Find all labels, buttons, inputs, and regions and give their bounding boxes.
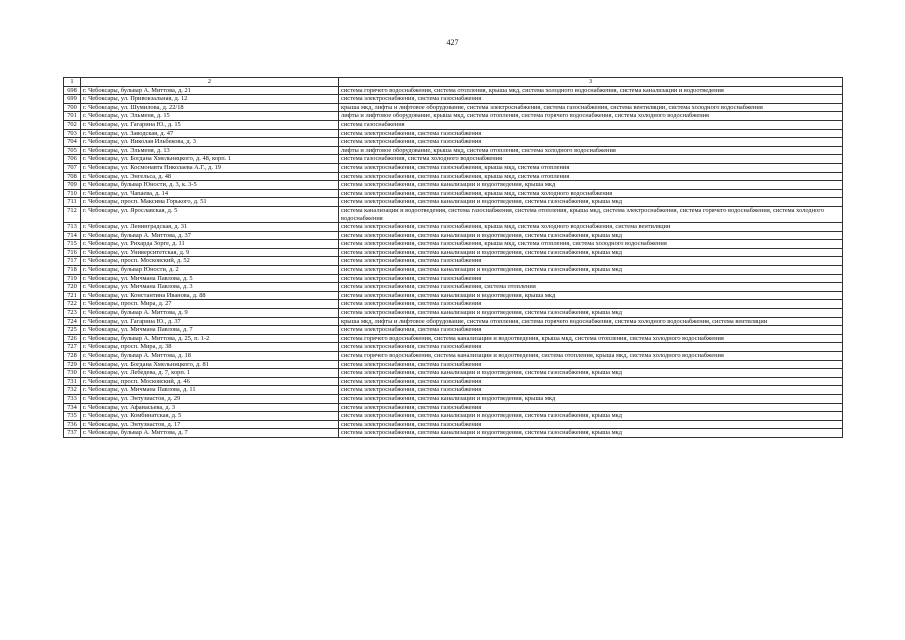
row-number: 716 (64, 248, 81, 257)
row-systems: система электроснабжения, система канализации и водоотведения, крыша мкд (339, 291, 843, 300)
row-systems: система электроснабжения, система газоснабжения (339, 129, 843, 138)
row-systems: система электроснабжения, система газоснабжения (339, 360, 843, 369)
row-address: г. Чебоксары, просп. Московский, д. 46 (81, 377, 339, 386)
row-address: г. Чебоксары, бульвар А. Миттова, д. 9 (81, 309, 339, 318)
row-number: 701 (64, 112, 81, 121)
row-address: г. Чебоксары, ул. Эльменя, д. 13 (81, 146, 339, 155)
row-number: 725 (64, 326, 81, 335)
row-number: 715 (64, 240, 81, 249)
table-row (64, 334, 843, 343)
table-body (64, 78, 843, 438)
row-number: 714 (64, 231, 81, 240)
row-number: 718 (64, 266, 81, 275)
table-row (64, 129, 843, 138)
row-systems: система электроснабжения, система канализации и водоотведения, система газоснабжения, крыша мкд (339, 248, 843, 257)
row-address: г. Чебоксары, просп. Максима Горького, д. 51 (81, 198, 339, 207)
table-row (64, 317, 843, 326)
row-address: г. Чебоксары, ул. Шумилова, д. 22/18 (81, 103, 339, 112)
row-address: г. Чебоксары, ул. Эльменя, д. 15 (81, 112, 339, 121)
table-row (64, 257, 843, 266)
row-address: г. Чебоксары, бульвар Юности, д. 3, к. 3-5 (81, 181, 339, 190)
row-number: 717 (64, 257, 81, 266)
row-number: 708 (64, 172, 81, 181)
table-row (64, 300, 843, 309)
row-number: 712 (64, 206, 81, 222)
row-systems: система горячего водоснабжения, система отопления, крыша мкд, система холодного водоснабжения, система канализации и водоотведения (339, 86, 843, 95)
table-row (64, 369, 843, 378)
row-systems: система электроснабжения, система газоснабжения (339, 257, 843, 266)
row-number: 724 (64, 317, 81, 326)
row-address: г. Чебоксары, бульвар А. Миттова, д. 25, п. 1-2 (81, 334, 339, 343)
row-number: 727 (64, 343, 81, 352)
row-systems: система электроснабжения, система газоснабжения, крыша мкд, система отопления, система холодного водоснабжения (339, 240, 843, 249)
row-number: 699 (64, 95, 81, 104)
row-systems: система электроснабжения, система канализации и водоотведения, система газоснабжения, крыша мкд (339, 309, 843, 318)
row-address: г. Чебоксары, просп. Мира, д. 27 (81, 300, 339, 309)
row-systems: система электроснабжения, система канализации и водоотведения, система газоснабжения, крыша мкд (339, 231, 843, 240)
table-row (64, 146, 843, 155)
row-systems: система электроснабжения, система газоснабжения (339, 403, 843, 412)
row-number: 707 (64, 163, 81, 172)
row-address: г. Чебоксары, ул. Мичмана Павлова, д. 11 (81, 386, 339, 395)
row-address: г. Чебоксары, ул. Богдана Хмельницкого, д. 81 (81, 360, 339, 369)
row-systems: система горячего водоснабжения, система канализации и водоотведения, крыша мкд, система отопления, система холодного водоснабжения (339, 334, 843, 343)
row-address: г. Чебоксары, ул. Лебедева, д. 7, корп. 1 (81, 369, 339, 378)
table-row (64, 240, 843, 249)
row-systems: система электроснабжения, система канализации и водоотведения, крыша мкд (339, 181, 843, 190)
table-row (64, 138, 843, 147)
row-systems: система электроснабжения, система газоснабжения (339, 386, 843, 395)
table-row (64, 291, 843, 300)
table-row (64, 86, 843, 95)
row-systems: система электроснабжения, система газоснабжения, крыша мкд, система отопления (339, 163, 843, 172)
row-number: 737 (64, 429, 81, 438)
row-systems: система канализации и водоотведения, система газоснабжения, система отопления, крыша мкд, система электроснабжения, система горячего водоснабжения, система холодного водоснабжения (339, 206, 843, 222)
table-row (64, 420, 843, 429)
table-row (64, 223, 843, 232)
row-address: г. Чебоксары, бульвар А. Миттова, д. 21 (81, 86, 339, 95)
row-systems: система электроснабжения, система канализации и водоотведения, система газоснабжения, крыша мкд (339, 412, 843, 421)
page-number: 427 (446, 38, 459, 47)
row-number: 705 (64, 146, 81, 155)
row-systems: система горячего водоснабжения, система канализации и водоотведения, система отопления, крыша мкд, система холодного водоснабжения (339, 352, 843, 361)
row-number: 721 (64, 291, 81, 300)
row-systems: система электроснабжения, система канализации и водоотведения, система газоснабжения, крыша мкд (339, 369, 843, 378)
table-row (64, 172, 843, 181)
row-systems: система электроснабжения, система газоснабжения (339, 95, 843, 104)
table-row (64, 326, 843, 335)
row-address: г. Чебоксары, ул. Мичмана Павлова, д. 5 (81, 274, 339, 283)
row-address: г. Чебоксары, ул. Энтузиастов, д. 29 (81, 394, 339, 403)
table-row (64, 189, 843, 198)
row-number: 735 (64, 412, 81, 421)
row-number: 731 (64, 377, 81, 386)
row-number: 720 (64, 283, 81, 292)
row-systems: система электроснабжения, система канализации и водоотведения, крыша мкд (339, 394, 843, 403)
table-row (64, 231, 843, 240)
row-address: г. Чебоксары, ул. Университетская, д. 9 (81, 248, 339, 257)
buildings-table (63, 77, 843, 438)
table-row (64, 248, 843, 257)
row-systems: система электроснабжения, система канализации и водоотведения, система газоснабжения, крыша мкд (339, 198, 843, 207)
row-number: 706 (64, 155, 81, 164)
row-address: г. Чебоксары, ул. Ярославская, д. 5 (81, 206, 339, 222)
row-systems: лифты и лифтовое оборудование, крыша мкд, система отопления, система холодного водоснабжения (339, 146, 843, 155)
row-number: 713 (64, 223, 81, 232)
row-address: г. Чебоксары, просп. Московский, д. 52 (81, 257, 339, 266)
row-systems: крыша мкд, лифты и лифтовое оборудование, система отопления, система горячего водоснабжения, система холодного водоснабжения, система вентиляции (339, 317, 843, 326)
row-address: г. Чебоксары, ул. Николая Ильбекова, д. 3 (81, 138, 339, 147)
row-address: г. Чебоксары, ул. Мичмана Павлова, д. 7 (81, 326, 339, 335)
table-row (64, 181, 843, 190)
row-address: г. Чебоксары, ул. Рихарда Зорге, д. 11 (81, 240, 339, 249)
row-address: г. Чебоксары, ул. Афанасьева, д. 3 (81, 403, 339, 412)
row-address: г. Чебоксары, ул. Чапаева, д. 14 (81, 189, 339, 198)
row-systems: система электроснабжения, система газоснабжения (339, 138, 843, 147)
row-number: 711 (64, 198, 81, 207)
row-number: 729 (64, 360, 81, 369)
table-row (64, 403, 843, 412)
row-systems: система электроснабжения, система газоснабжения, система отопления (339, 283, 843, 292)
table-row (64, 103, 843, 112)
row-systems: система электроснабжения, система газоснабжения, крыша мкд, система холодного водоснабжения, система вентиляции (339, 223, 843, 232)
table-header-row (64, 78, 843, 87)
table-row (64, 120, 843, 129)
row-systems: система газоснабжения (339, 120, 843, 129)
row-address: г. Чебоксары, бульвар А. Миттова, д. 7 (81, 429, 339, 438)
row-address: г. Чебоксары, ул. Привокзальная, д. 12 (81, 95, 339, 104)
row-number: 719 (64, 274, 81, 283)
row-number: 700 (64, 103, 81, 112)
row-address: г. Чебоксары, ул. Мичмана Павлова, д. 3 (81, 283, 339, 292)
row-number: 702 (64, 120, 81, 129)
row-address: г. Чебоксары, ул. Заводская, д. 47 (81, 129, 339, 138)
row-systems: крыша мкд, лифты и лифтовое оборудование, система электроснабжения, система газоснабжения, система вентиляции, система холодного водоснабжения (339, 103, 843, 112)
row-systems: система электроснабжения, система газоснабжения, крыша мкд, система отопления (339, 172, 843, 181)
row-address: г. Чебоксары, ул. Богдана Хмельницкого, д. 48, корп. 1 (81, 155, 339, 164)
row-number: 723 (64, 309, 81, 318)
row-address: г. Чебоксары, ул. Энгельса, д. 48 (81, 172, 339, 181)
table-row (64, 377, 843, 386)
table-row (64, 429, 843, 438)
header-col-2: 2 (81, 78, 339, 87)
row-systems: система электроснабжения, система газоснабжения (339, 326, 843, 335)
row-number: 703 (64, 129, 81, 138)
row-address: г. Чебоксары, ул. Гагарина Ю., д. 15 (81, 120, 339, 129)
row-address: г. Чебоксары, ул. Ленинградская, д. 31 (81, 223, 339, 232)
row-systems: система электроснабжения, система канализации и водоотведения, система газоснабжения, крыша мкд (339, 266, 843, 275)
row-address: г. Чебоксары, ул. Космонавта Николаева А.Г., д. 19 (81, 163, 339, 172)
row-systems: система газоснабжения, система холодного водоснабжения (339, 155, 843, 164)
row-number: 726 (64, 334, 81, 343)
table-row (64, 343, 843, 352)
table-row (64, 198, 843, 207)
row-systems: система электроснабжения, система канализации и водоотведения, система газоснабжения, крыша мкд (339, 429, 843, 438)
row-number: 732 (64, 386, 81, 395)
row-number: 709 (64, 181, 81, 190)
table-row (64, 266, 843, 275)
row-number: 734 (64, 403, 81, 412)
table-row (64, 360, 843, 369)
row-systems: система электроснабжения, система газоснабжения (339, 420, 843, 429)
table-row (64, 352, 843, 361)
row-number: 730 (64, 369, 81, 378)
table-row (64, 155, 843, 164)
row-systems: система электроснабжения, система газоснабжения (339, 343, 843, 352)
row-systems: система электроснабжения, система газоснабжения (339, 274, 843, 283)
row-address: г. Чебоксары, ул. Энтузиастов, д. 17 (81, 420, 339, 429)
row-number: 698 (64, 86, 81, 95)
table-row (64, 95, 843, 104)
table-row (64, 163, 843, 172)
row-address: г. Чебоксары, бульвар А. Миттова, д. 37 (81, 231, 339, 240)
row-address: г. Чебоксары, ул. Константина Иванова, д. 88 (81, 291, 339, 300)
header-col-3: 3 (339, 78, 843, 87)
row-number: 733 (64, 394, 81, 403)
row-number: 736 (64, 420, 81, 429)
table-row (64, 283, 843, 292)
row-address: г. Чебоксары, ул. Комбинатская, д. 5 (81, 412, 339, 421)
row-address: г. Чебоксары, бульвар Юности, д. 2 (81, 266, 339, 275)
row-number: 704 (64, 138, 81, 147)
header-col-1: 1 (64, 78, 81, 87)
row-number: 710 (64, 189, 81, 198)
row-number: 728 (64, 352, 81, 361)
row-address: г. Чебоксары, просп. Мира, д. 38 (81, 343, 339, 352)
table-row (64, 386, 843, 395)
table-row (64, 309, 843, 318)
table-row (64, 412, 843, 421)
row-number: 722 (64, 300, 81, 309)
row-address: г. Чебоксары, ул. Гагарина Ю., д. 37 (81, 317, 339, 326)
table-row (64, 274, 843, 283)
table-row (64, 206, 843, 222)
row-address: г. Чебоксары, бульвар А. Миттова, д. 18 (81, 352, 339, 361)
row-systems: лифты и лифтовое оборудование, крыша мкд, система отопления, система горячего водоснабжения, система холодного водоснабжения (339, 112, 843, 121)
row-systems: система электроснабжения, система газоснабжения, крыша мкд, система холодного водоснабжения (339, 189, 843, 198)
table-row (64, 112, 843, 121)
row-systems: система электроснабжения, система газоснабжения (339, 300, 843, 309)
table-row (64, 394, 843, 403)
row-systems: система электроснабжения, система газоснабжения (339, 377, 843, 386)
